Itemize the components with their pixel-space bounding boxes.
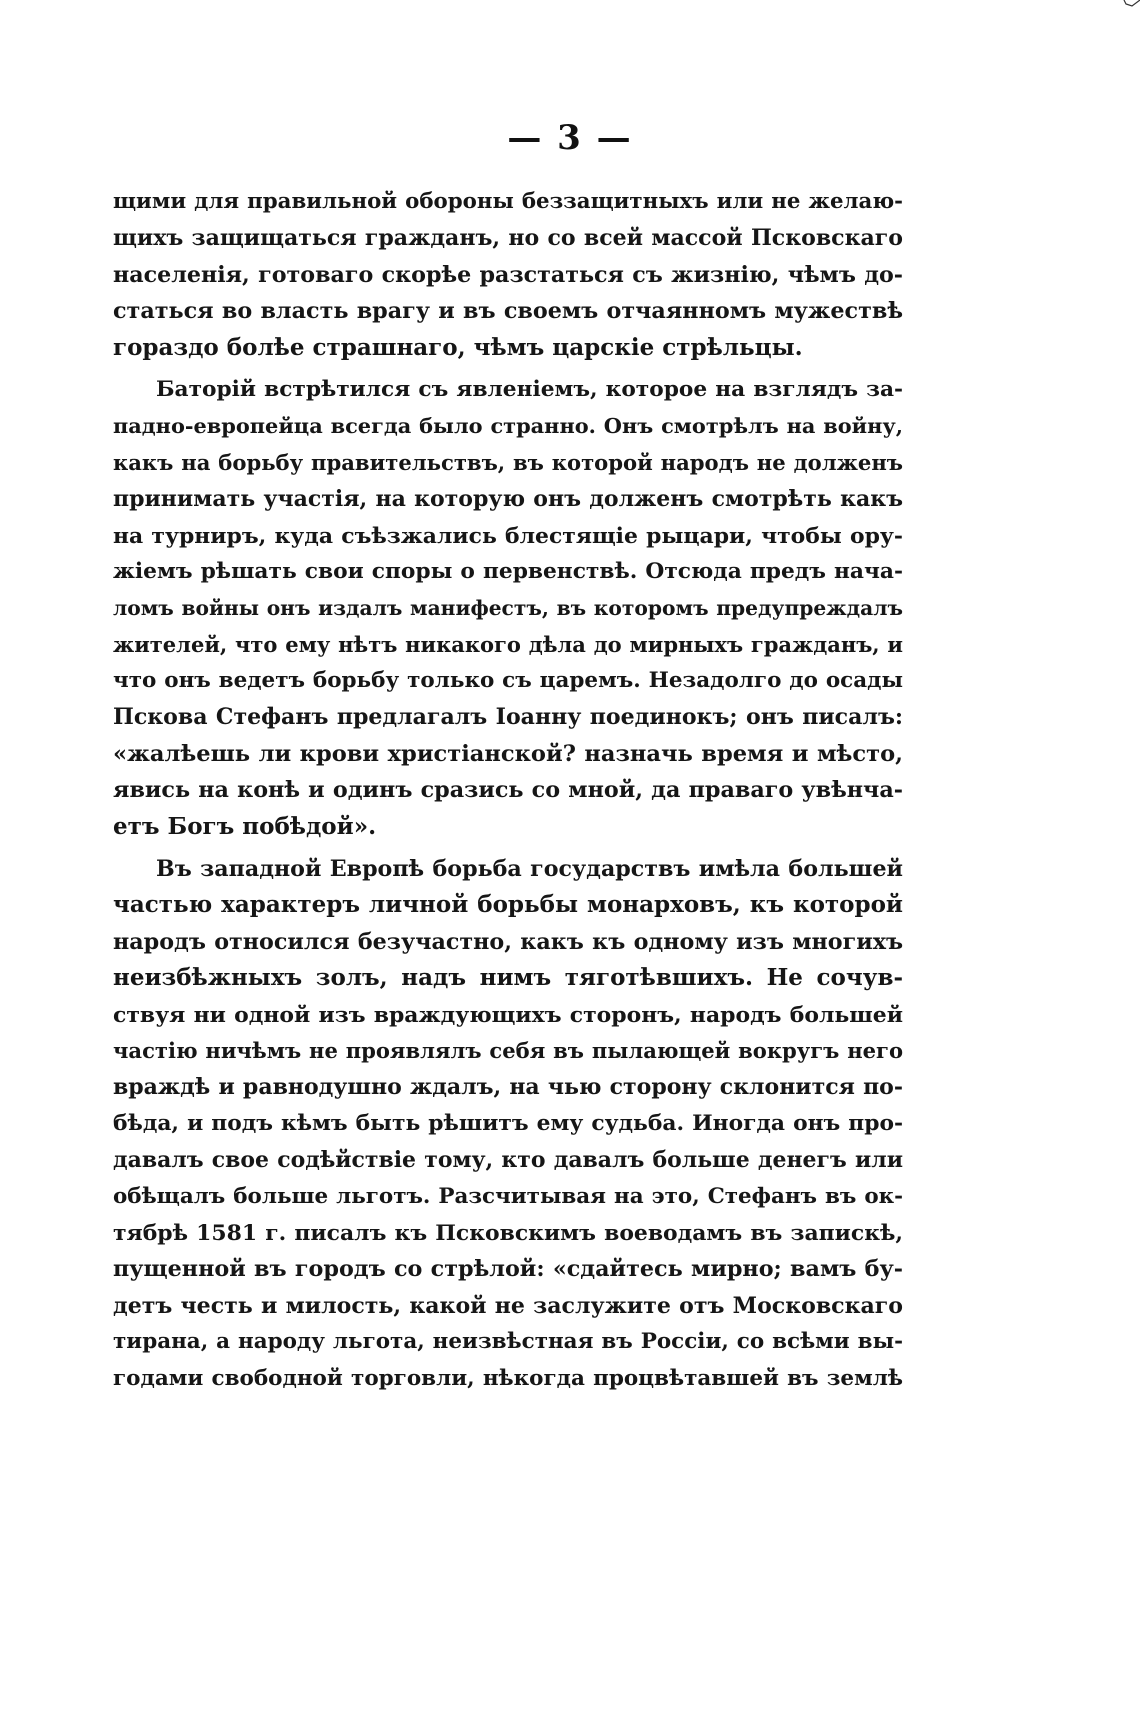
text-line: жіемъ рѣшать свои споры о первенствѣ. Отсюда предъ нача-: [113, 558, 903, 584]
text-line: Въ западной Европѣ борьба государствъ имѣла большей: [156, 856, 903, 883]
text-line: тябрѣ 1581 г. писалъ къ Псковскимъ воеводамъ въ запискѣ,: [113, 1219, 903, 1246]
text-line: «жалѣешь ли крови христіанской? назначь время и мѣсто,: [113, 740, 903, 767]
paragraph: [113, 372, 903, 845]
text-line: ломъ войны онъ издалъ манифестъ, въ которомъ предупреждалъ: [113, 596, 903, 621]
text-line: что онъ ведетъ борьбу только съ царемъ. Незадолго до осады: [113, 668, 903, 694]
text-line: гораздо болѣе страшнаго, чѣмъ царскіе стрѣльцы.: [113, 333, 803, 361]
text-line: населенія, готоваго скорѣе разстаться съ жизнію, чѣмъ до-: [113, 261, 903, 288]
text-line: Пскова Стефанъ предлагалъ Іоанну поединокъ; онъ писалъ:: [113, 704, 903, 731]
text-line: враждѣ и равнодушно ждалъ, на чью сторону склонится по-: [113, 1074, 903, 1101]
text-line: частью характеръ личной борьбы монарховъ, къ которой: [113, 891, 903, 919]
text-line: детъ честь и милость, какой не заслужите отъ Московскаго: [113, 1292, 903, 1319]
text-line: какъ на борьбу правительствъ, въ которой народъ не долженъ: [113, 449, 903, 475]
text-line: Баторій встрѣтился съ явленіемъ, которое на взглядъ за-: [156, 376, 903, 402]
text-line: статься во власть врагу и въ своемъ отчаянномъ мужествѣ: [113, 298, 903, 325]
text-line: принимать участія, на которую онъ долженъ смотрѣть какъ: [113, 486, 903, 513]
text-line: обѣщалъ больше льготъ. Разсчитывая на это, Стефанъ въ ок-: [113, 1183, 903, 1209]
text-line: народъ относился безучастно, какъ къ одному изъ многихъ: [113, 928, 903, 955]
text-line: на турниръ, куда съѣзжались блестящіе рыцари, чтобы ору-: [113, 522, 903, 549]
text-line: бѣда, и подъ кѣмъ быть рѣшитъ ему судьба. Иногда онъ про-: [113, 1110, 903, 1136]
paragraph: [113, 184, 903, 366]
page-number: — 3 —: [507, 118, 633, 158]
text-line: частію ничѣмъ не проявлялъ себя въ пылающей вокругъ него: [113, 1037, 903, 1063]
body-text: [113, 184, 903, 1397]
paragraph: [113, 851, 903, 1397]
text-line: етъ Богъ побѣдой».: [113, 812, 377, 840]
text-line: жителей, что ему нѣтъ никакого дѣла до мирныхъ гражданъ, и: [113, 631, 903, 657]
text-line: щихъ защищаться гражданъ, но со всей массой Псковскаго: [113, 225, 903, 252]
text-line: явись на конѣ и одинъ сразись со мной, да праваго увѣнча-: [113, 777, 903, 804]
text-line: годами свободной торговли, нѣкогда процвѣтавшей въ землѣ: [113, 1365, 903, 1391]
text-line: ствуя ни одной изъ враждующихъ сторонъ, народъ большей: [113, 1001, 903, 1028]
text-line: тирана, а народу льгота, неизвѣстная въ Россіи, со всѣми вы-: [113, 1329, 903, 1355]
text-line: щими для правильной обороны беззащитныхъ или не желаю-: [113, 189, 903, 214]
text-line: пущенной въ городъ со стрѣлой: «сдайтесь мирно; вамъ бу-: [113, 1256, 903, 1283]
text-line: давалъ свое содѣйствіе тому, кто давалъ больше денегъ или: [113, 1147, 903, 1174]
text-line: падно-европейца всегда было странно. Онъ смотрѣлъ на войну,: [113, 413, 903, 439]
text-line: неизбѣжныхъ золъ, надъ нимъ тяготѣвшихъ. Не сочув-: [113, 964, 903, 992]
corner-scan-mark: [1118, 0, 1140, 14]
